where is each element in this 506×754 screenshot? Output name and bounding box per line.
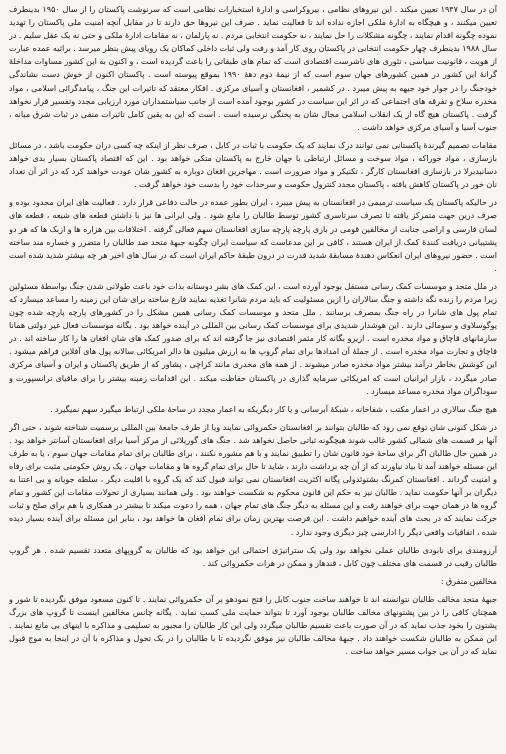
paragraph-1: آن در سال ۱۹۴۷ تعیین میکند . این نیروهای نظامی ، بیروکراسی و ادارهٔ استخبارات نظامی است که سرنوشت پاکستان را از سال ۱۹۵۰ بدینطرف تعیین میکنند ، و هیچگاه به ادارهٔ ملکی اجازه نداده اند تا فعالیت نماید . صرف این نیروها حق دارند تا در مقابل آنچه امنیت ملی پاکستان را تهدید نموده چگونه اقدام نمایند ، چگونه مشکلات را حل نمایند ، نه حکومت انتخابی مردم . نه پارلمان ، نه مقامات ادارهٔ ملکی و حتی نه یک عقل سلیم . در سال ۱۹۸۸ بدینطرف چهار حکومت انتخابی در پاکستان روی کار آمد و رفت ولی ثبات داخلی کماکان یک رویای پیش بنظر میرسد . براثیه عمده عبارت از هویت ، قانونیت سیاسی ، تئوری های ناشرست اقتصادی است که تمام های طبقاتی را باعث گردیده است ، و اکنون به این کشور مساوات مداخلهٔ گرانهٔ این کشور در همین کشورهای جهان سوم است که از نیمهٔ دوم دههٔ ۱۹۹۰ بموقع پیوسته است . پاکستان اکنون از خوش دست نشاندگی خودجنگ را در جوار خود جیهه به پیش میبرد . در کشمیر ، افغانستان و آسیای مرکزی . افکار معتقد که تاثیرات این جنگ ، پیامدگرائی اسلامی ، مواد مخدره سلاح و تفرقه های اجتماعی که در اثر این سیاست در کشور بوجود آمده است از جانب سیاستمداران مورد ارزیابی مجدد وتفسیر قرار نخواهد گرفت . پاکستان هیچ گاه از یک انقلاب اسلامی مجال شان به پختگی نرسیده است . است که این به یقین کامل تاثیرات منفی در ثبات شرق میانه ، جنوب آسیا و آسیای مرکزی خواهد داشت . xyxy=(9,4,497,132)
paragraph-4: در ملل متحد و موسسات کمک رسانی مستقل بوجود آورده است ، این کمک های بشر دوستانه بذات خود باعث طولانی شدن جنگ بواسطهٔ مسئولین زیرا مردم را زنده نگه داشته و جنگ سالاران را ازین مسئولیت که باید مردم شانرا تغذیه نمایند فارغ ساخته برای شان این زمینه را مساعد میسازد که تمام پول های شانرا در راه جنگ بمصرف برسانند . ملل متحد و موسسات کمک رسانی همین مشکل را در کشورهای پارچه پارچه شده چون یوگوسلاوی و سومالی دارند . این هوشدار شدیدی برای موسسات کمک رسانی بین المللی در آینده خواهد بود . بگانه موسسات فعال غیر دولتی همانا سازمانهای قاچاق و مواد مخدره است . ازیرو بگانه کار مثمر اقتصادی نیز جا گرفته اند که برای صدور کمک های شان افغان ها را کار ساخته اند . در قاچاق و تجارت مواد مخدره است . از جملهٔ آن امدادها برای تمام گروپ ها به ارزش میلیون ها دالر امریکائی سالانه پول های آفلاین فراهم میشود . این کوشش بخاطر درآمد بیشتر مواد مخدره صادر میشوند . از همه های مخدری مانند کراچی ، پشاور که از طریق پاکستان و ایران و آسیای مرکزی صادر میگردد ، بازار ایرانیان است که امریکائی سرمایه گذاری در پاکستان حفاظت میکند . این اقدامات زمینه بیشتر را برای مافیای ترانسپورت و سوداگران مواد مخدره مساعد میسازد . xyxy=(9,280,497,396)
paragraph-3: در حالیکه پاکستان یک سیاست ترمیمی در افغانستان به پیش میبرد ، ایران بطور عمده در حالت دفاعی قرار دارد . فعالیت های ایران محدود بوده و صرف درین جهت متمرکز یافته تا تصرف سرتاسری کشور توسط طالبان را مانع شود . ولی ایرانی ها نیز با داشتن قطعه های شیعه ، قطعه های لسان فارسی و اراضی جنابت از مخالفین قومی در بازی پارچه پارچه سازی افغانستان سهم فعالی گرفته . اختلافات بین هزاره ها و ازبک ها که هر دو پشتیبانی دریافت کنندهٔ کمک از ایران هستند ، کافی بر این مدعاست که سیاست ایران چگونه جبههٔ متحد ضد طالبان را متضرر و خساره مند ساخته است . حضور نیروهای ایران انعکاس دهندهٔ مسابقهٔ شدید قدرت در درون طبقهٔ حاکم ایران است که در سال های اخیر هر چه بیشتر شدید شده است . xyxy=(9,197,497,273)
paragraph-2: مقامات تصمیم گیرندهٔ پاکستانی نمی توانند درک نمایند که یک حکومت با ثبات در کابل ، صرف نظر از اینکه چه کسی دران حکومت باشد ، در مسائل بازسازی ، مواد خوراکه ، مواد سوخت و مسائل ارتباطی با جهان خارج به پاکستان متکی خواهد بود . این که اقتصاد پاکستان بسیار بدی خواهد دسانیدبرلا در بازسازی افغانستان کارگر ، تکنیکر و مواد ضرورت است . مهاجرین افغان دوباره به کشور شان عودت خواهند کرد که در اثر آن تعداد نان خور در پاکستان کاهش یافته ، پاکستان مجدد کنترول حکومت و سرحدات خود را بدست خود خواهد گرفت . xyxy=(9,139,497,190)
paragraph-5: هیچ جنگ سالاری در اعمار مکتب ، شفاخانه ، شبکهٔ آبرسانی و یا کار دیگریکه به اعمار مجدد در ساحهٔ ملکی ارتباط میگیرد سهم نمیگیرد . xyxy=(50,403,497,414)
paragraph-6: در شکل کنونی شان توقع نمی رود که طالبان بتوانند بر افغانستان حکمروائی نمایند ویا از طرف جامعهٔ بین المللی برسمیت شناخته شوند ، حتی اگر آنها بر قسمت های شمالی کشور غالب شوند هیچگونه ثباتی حاصل نخواهد شد . جنگ های گوریلائی از مرکز آسیا برای افغانستان آسانتر خواهد بود . در همین حال طالبان اگر برای ساحهٔ خود قانون شان را تطبیق نمایند و با هم مشوره نکنند ، برای طالبان برای تمام مقامات جهان سوم ، یا به طرف این مسئله خواهند آمد تا بیاد نیاورند که از آن چه برداشت دارند ، شاید تا حال برای تمام گروه ها و مقامات جهان ، یک روش حکومتی مثبت برای رفاه و امنیت گرداند . افغانستان کمرنگ بشتوئدولی پگانه اکثریت افغانستان نمی تواند قبول کند که یک گروه با اقلیت دیگر ، سلطه جویانه و بی اعتنا به دیگران بر آنها حکومت نماید . طالبان نیز به حکم این قانون محکوم به شکست خواهند بود . ولی همانند بسیاری از تحولات مقامات این کشور و تمام گروه ها در همان جهت برای خواهند رفت و این مسئله به دیگر جنگ های تمام جهان ، همه را دعوت میکند تا بیشتر در همکاری با هم برای صلح و ثبات حرکت نمایند که در بحث های آینده خواهیم داشت . این فرصت بهترین زمان برای تمام افغان ها خواهد بود ، بنابر این مسئله برای آینده بسیار دیده شده ، اتفاقیات واقعی دیگر را ادارسی چیز دیگری وجود ندارد . xyxy=(9,421,497,537)
paragraph-9: جبههٔ متحد مخالف طالبان نتوانسته اند تا خواهند ساخت جنوب کابل را فتح نمودهو بر آن حکمروائی نمایند . تا کنون مسعود موفق نگردیده تا شور و همچنان کافی را در بین پشتونهای مخالف طالبان بوجود آورد تا بتواند حمایت ملی کسب نماید . یگانه چانس مخالفین اینست تا گروپ های بزرگ پشتون را بخود جذب نماید که در آن صورت باعث تقسیم طالبان میگردد ولی این کار طالبان را مجبور به تسلیمی و مذاکره با اینهای بی مانع نمایند . این ممکن به طالبان شکست خواهند داد . جبههٔ مخالف طالبان نیز موفق نگردیده تا با طالبان را در یک تحول و مذاکره با آن در اینجا به موج قبول نماید که در آن بی جواب مسیر خواهد ساخت . xyxy=(9,593,497,657)
section-heading-opponents: مخالفین متفرق : xyxy=(440,575,497,586)
paragraph-7: آرزومندی برای نابودی طالبان عملی نخواهد بود ولی یک ستراتیژی احتمالی این خواهد بود که طالبان به گروپهای متعدد تقسیم شده . هر گروپ طالبان رقیب در قسمت های مختلف چون کابل ، قندهار و ممکن در هرات حکمروائی کند . xyxy=(9,544,497,568)
